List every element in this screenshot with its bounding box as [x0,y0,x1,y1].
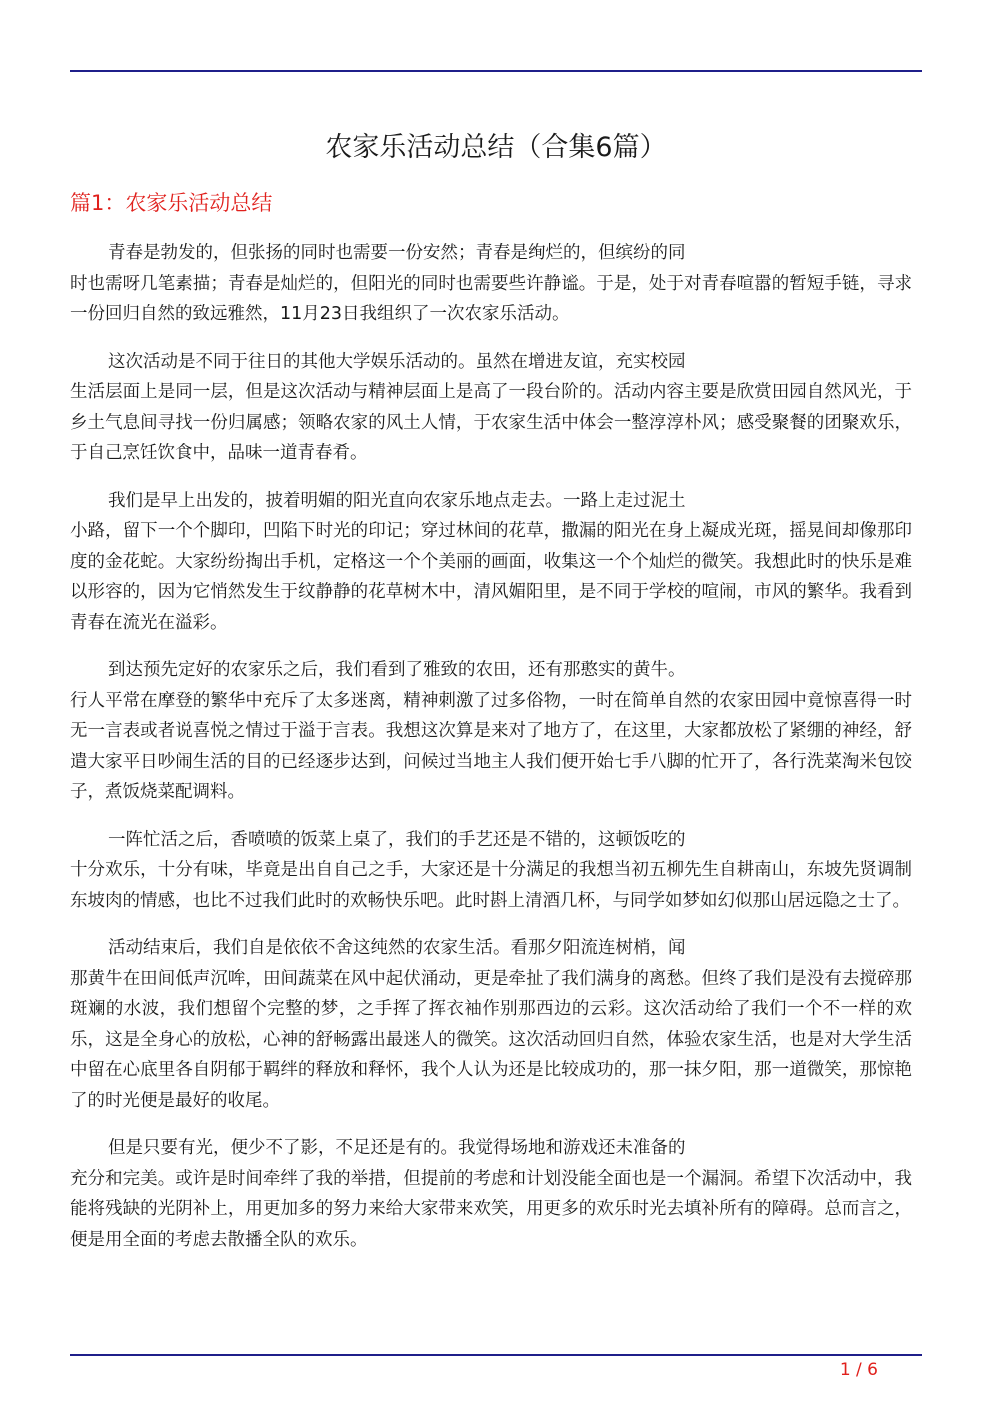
footer-rule [70,1354,922,1356]
paragraph-body: 行人平常在摩登的繁华中充斥了太多迷离，精神刺激了过多俗物，一时在简单自然的农家田园中竟惊喜得一时无一言表或者说喜悦之情过于溢于言表。我想这次算是来对了地方了，在这里，大家都放松了紧绷的神经，舒遣大家平日吵闹生活的目的已经逐步达到，问候过当地主人我们便开始七手八脚的忙开了，各行洗菜淘米包饺子，煮饭烧菜配调料。 [70,690,912,802]
paragraph-first-line: 青春是勃发的，但张扬的同时也需要一份安然；青春是绚烂的，但缤纷的同 [108,243,686,263]
section-heading: 篇1：农家乐活动总结 [70,191,273,215]
paragraph-first-line: 到达预先定好的农家乐之后，我们看到了雅致的农田，还有那憨实的黄牛。 [108,660,686,680]
paragraph [70,238,912,330]
paragraph [70,1133,912,1255]
article-body [70,238,912,1272]
paragraph-first-line: 我们是早上出发的，披着明媚的阳光直向农家乐地点走去。一路上走过泥土 [108,490,686,511]
paragraph-first-line: 活动结束后，我们自是依依不舍这纯然的农家生活。看那夕阳流连树梢，闻 [108,938,686,958]
paragraph-first-line: 但是只要有光，便少不了影，不足还是有的。我觉得场地和游戏还未准备的 [108,1138,686,1158]
paragraph [70,655,912,808]
paragraph-body: 时也需呀几笔素描；青春是灿烂的，但阳光的同时也需要些许静谧。于是，处于对青春喧嚣的暂短手链，寻求一份回归自然的致远雅然，11月23日我组织了一次农家乐活动。 [70,273,912,324]
paragraph-body: 小路，留下一个个脚印，凹陷下时光的印记；穿过林间的花草，撒漏的阳光在身上凝成光斑，摇晃间却像那印度的金花蛇。大家纷纷掏出手机，定格这一个个美丽的画面，收集这一个个灿烂的微笑。我想此时的快乐是难以形容的，因为它悄然发生于纹静静的花草树木中，清风媚阳里，是不同于学校的喧闹，市风的繁华。我看到青春在流光在溢彩。 [70,521,912,633]
paragraph-first-line: 这次活动是不同于往日的其他大学娱乐活动的。虽然在增进友谊，充实校园 [108,351,686,372]
paragraph [70,347,912,469]
paragraph [70,933,912,1116]
paragraph [70,486,912,639]
paragraph-body: 十分欢乐，十分有味，毕竟是出自自己之手，大家还是十分满足的我想当初五柳先生自耕南山，东坡先贤调制东坡肉的情感，也比不过我们此时的欢畅快乐吧。此时斟上清酒几杯，与同学如梦如幻似那山居远隐之士了。 [70,860,912,911]
paragraph-body: 充分和完美。或许是时间牵绊了我的举措，但提前的考虑和计划没能全面也是一个漏洞。希望下次活动中，我能将残缺的光阴补上，用更加多的努力来给大家带来欢笑，用更多的欢乐时光去填补所有的障碍。总而言之，便是用全面的考虑去散播全队的欢乐。 [70,1168,912,1250]
paragraph [70,825,912,917]
paragraph-first-line: 一阵忙活之后，香喷喷的饭菜上桌了，我们的手艺还是不错的，这顿饭吃的 [108,829,686,850]
paragraph-body: 生活层面上是同一层，但是这次活动与精神层面上是高了一段台阶的。活动内容主要是欣赏田园自然风光，于乡土气息间寻找一份归属感；领略农家的风土人情，于农家生活中体会一整淳淳朴风；感受聚餐的团聚欢乐，于自己烹饪饮食中，品味一道青春肴。 [70,382,912,463]
document-title: 农家乐活动总结（合集6篇） [325,132,667,163]
paragraph-body: 那黄牛在田间低声沉哞，田间蔬菜在风中起伏涌动，更是牵扯了我们满身的离愁。但终了我们是没有去搅碎那斑斓的水波，我们想留个完整的梦，之手挥了挥衣袖作别那西边的云彩。这次活动给了我们一个不一样的欢乐，这是全身心的放松，心神的舒畅露出最迷人的微笑。这次活动回归自然，体验农家生活，也是对大学生活中留在心底里各自阴郁于羁绊的释放和释怀，我个人认为还是比较成功的，那一抹夕阳，那一道微笑，那惊艳了的时光便是最好的收尾。 [70,968,912,1111]
page-number: 1 / 6 [839,1360,878,1380]
header-rule [70,70,922,72]
